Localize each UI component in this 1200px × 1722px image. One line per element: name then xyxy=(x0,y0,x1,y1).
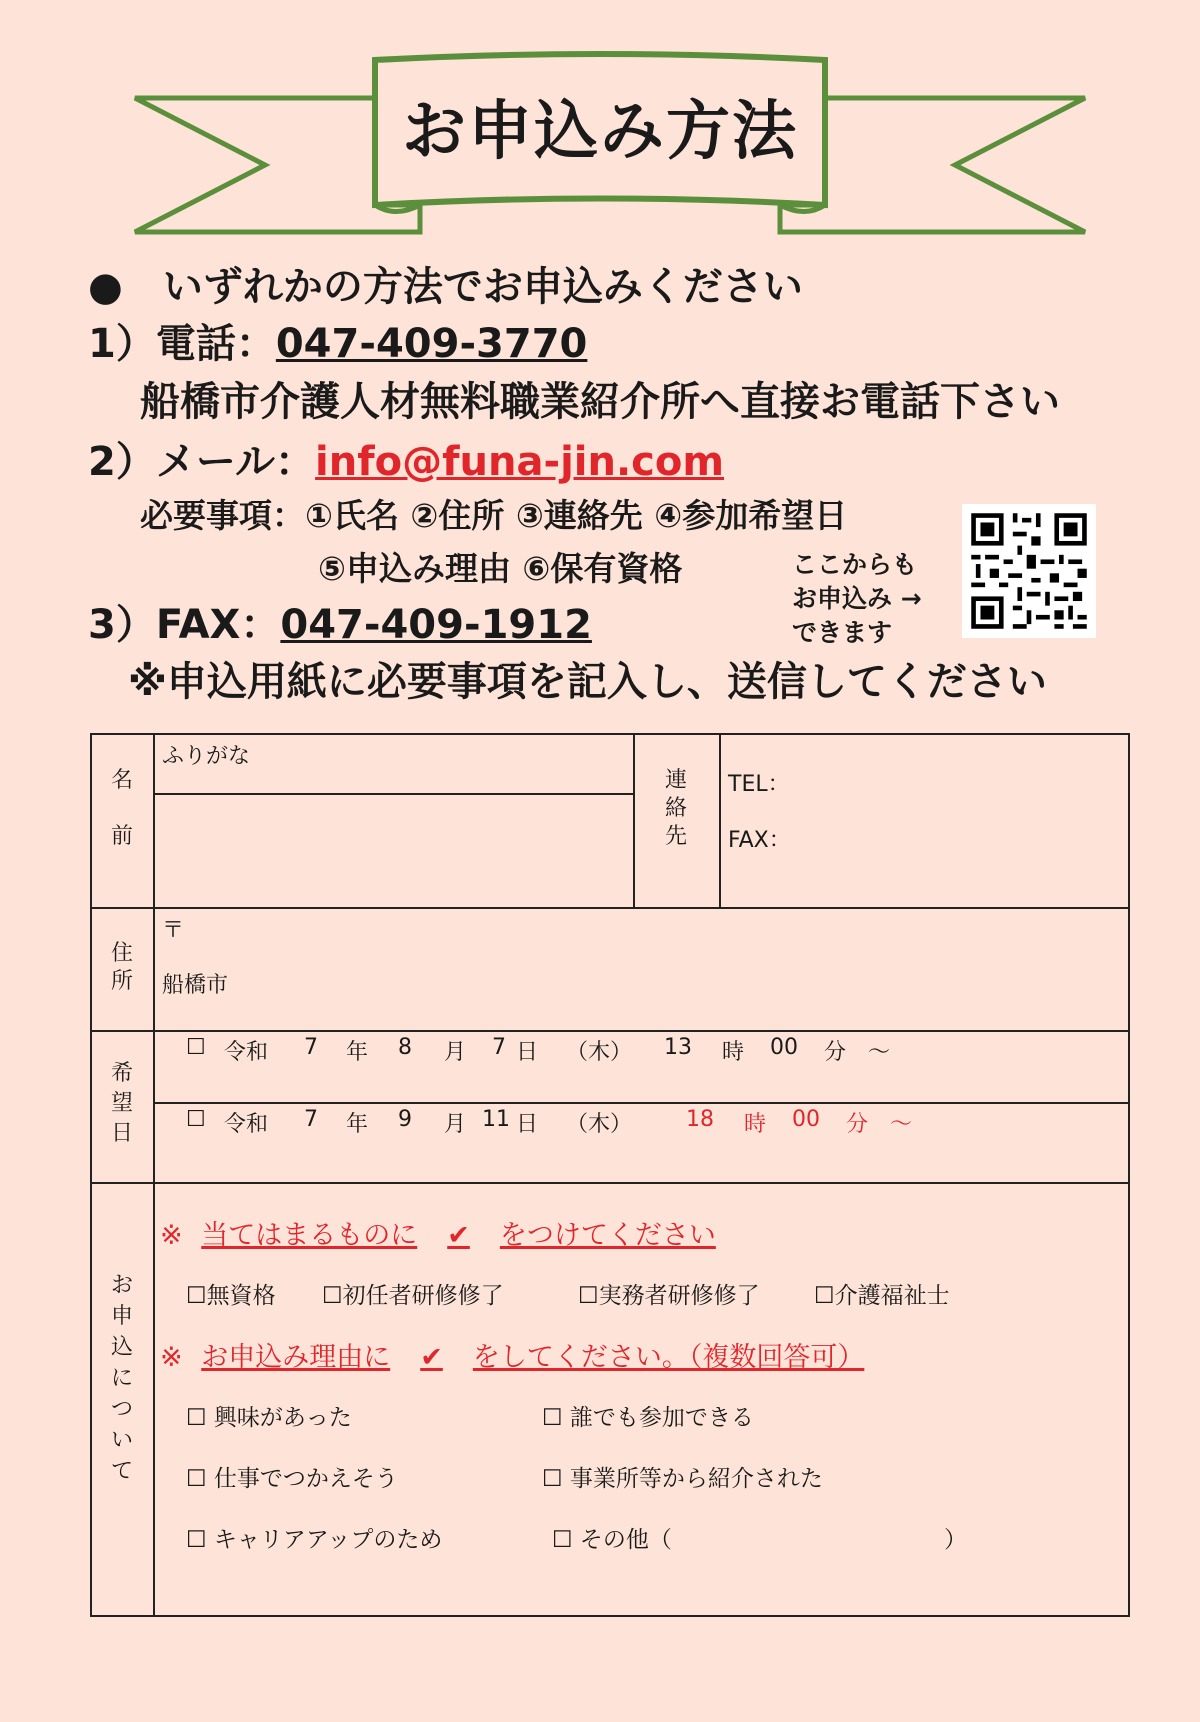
fax-label: FAX： xyxy=(728,828,791,853)
mail-requirements-2: ⑤申込み理由 ⑥保有資格 xyxy=(318,549,683,588)
qualification-option-1[interactable]: ☐無資格 xyxy=(186,1283,276,1309)
check-icon: ✔ xyxy=(447,1220,470,1251)
name-label-2: 前 xyxy=(110,824,133,849)
phone-prefix: 1）電話： xyxy=(88,321,276,367)
fax-field[interactable] xyxy=(802,819,1122,853)
date-option-2-checkbox[interactable]: ☐ xyxy=(186,1107,206,1132)
qr-note: ここからも お申込み → できます xyxy=(792,550,922,647)
name-field[interactable] xyxy=(156,797,630,903)
address-field[interactable] xyxy=(192,913,1112,1023)
qualification-option-4[interactable]: ☐介護福祉士 xyxy=(814,1283,950,1309)
page-title: お申込み方法 xyxy=(402,95,798,169)
furigana-field[interactable] xyxy=(156,763,630,791)
intro-text: ● いずれかの方法でお申込みください xyxy=(88,264,803,310)
city-label: 船橋市 xyxy=(162,973,229,998)
contact-label-2: 絡 xyxy=(664,796,687,821)
address-label-1: 住 xyxy=(110,941,133,966)
reason-option-1[interactable]: ☐ 興味があった xyxy=(186,1405,352,1431)
qr-code[interactable] xyxy=(962,504,1096,638)
check-icon: ✔ xyxy=(420,1342,443,1373)
reason-option-4[interactable]: ☐ 事業所等から紹介された xyxy=(542,1466,823,1492)
fax-method xyxy=(88,593,592,650)
contact-label-3: 先 xyxy=(664,824,687,849)
qualification-header: ※ 当てはまるものに ✔ をつけてください xyxy=(160,1220,716,1251)
reason-option-2[interactable]: ☐ 誰でも参加できる xyxy=(542,1405,754,1431)
date-label-1: 希 xyxy=(110,1061,133,1086)
reason-other-close: ） xyxy=(944,1527,967,1553)
date-label-3: 日 xyxy=(110,1121,133,1146)
reason-header: ※ お申込み理由に ✔ をしてください。（複数回答可） xyxy=(160,1342,865,1373)
application-form: 名 前 ふりがな 連 絡 先 TEL： FAX： 住 所 〒 船橋市 希 望 日 ☐ 令和 7 年 8 月 7 日 （木） 13 時 00 分 ～ ☐ 令和 7 年 9 月 11 日 （木） 18 時 00 分 ～ お 申 込 に つ い て ※ 当てはまるものに ✔ をつけてください ☐無資格 ☐初任者研修修了 ☐実務者研修修了 ☐介護福祉士 ※ お申込み理由に ✔ をしてください。（複数回答可） ☐ 興味があった ☐ 誰でも参加できる ☐ 仕事でつかえそう ☐ 事業所等から紹介された ☐ キャリアアップのため ☐ その他（ ） xyxy=(90,733,1130,1617)
reason-option-5[interactable]: ☐ キャリアアップのため xyxy=(186,1527,443,1553)
contact-label-1: 連 xyxy=(664,768,687,793)
qualification-option-3[interactable]: ☐実務者研修修了 xyxy=(578,1283,760,1309)
tel-field[interactable] xyxy=(802,763,1122,797)
fax-prefix: 3）FAX： xyxy=(88,602,281,648)
qualification-option-2[interactable]: ☐初任者研修修了 xyxy=(322,1283,504,1309)
phone-number[interactable]: 047-409-3770 xyxy=(275,321,588,367)
mail-prefix: 2）メール： xyxy=(88,439,316,485)
mail-requirements-1: 必要事項：①氏名 ②住所 ③連絡先 ④参加希望日 xyxy=(140,496,848,535)
date-option-1-checkbox[interactable]: ☐ xyxy=(186,1035,206,1060)
address-label-2: 所 xyxy=(110,969,133,994)
postal-mark: 〒 xyxy=(162,918,185,943)
mail-method xyxy=(88,430,724,487)
application-label: お 申 込 に つ い て xyxy=(110,1273,133,1484)
other-reason-field[interactable] xyxy=(692,1517,902,1549)
phone-method xyxy=(88,312,587,369)
fax-note: ※申込用紙に必要事項を記入し、送信してください xyxy=(128,659,1047,705)
fax-number[interactable]: 047-409-1912 xyxy=(280,602,592,648)
qr-code-icon xyxy=(962,504,1096,638)
furigana-label: ふりがな xyxy=(162,744,251,769)
reason-option-6[interactable]: ☐ その他（ xyxy=(552,1527,672,1553)
date-label-2: 望 xyxy=(110,1091,133,1116)
phone-note: 船橋市介護人材無料職業紹介所へ直接お電話下さい xyxy=(140,379,1060,425)
tel-label: TEL： xyxy=(728,772,790,797)
reason-option-3[interactable]: ☐ 仕事でつかえそう xyxy=(186,1466,398,1492)
mail-address-link[interactable]: info@funa-jin.com xyxy=(315,439,725,485)
name-label-1: 名 xyxy=(110,768,133,793)
